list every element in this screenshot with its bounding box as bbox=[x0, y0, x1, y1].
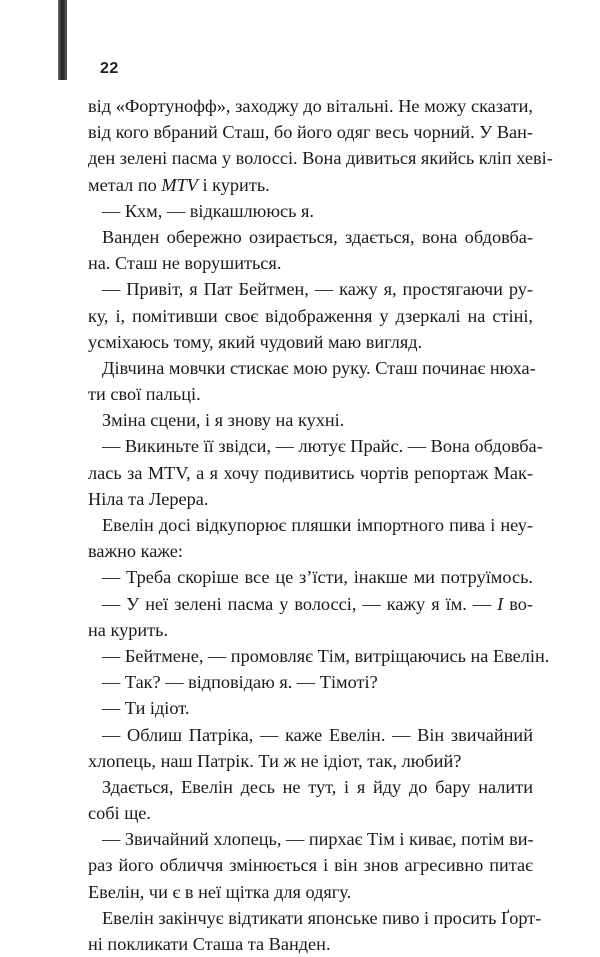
text-line: ні покликати Сташа та Ванден. bbox=[88, 934, 331, 954]
text-line: Ніла та Лерера. bbox=[88, 488, 209, 509]
text-line: — Бейтмене, — промовляє Тім, витріщаючись на Евелін. bbox=[102, 645, 550, 666]
page-number: 22 bbox=[100, 60, 119, 77]
text-line: — Привіт, я Пат Бейтмен, — кажу я, простягаючи ру- bbox=[102, 279, 533, 300]
body-text bbox=[88, 93, 553, 957]
text-line: хлопець, наш Патрік. Ти ж не ідіот, так, любий? bbox=[88, 750, 462, 771]
text-line: — Так? — відповідаю я. — Тімоті? bbox=[102, 672, 378, 693]
text-line: ку, і, помітивши своє відображення у дзеркалі на стіні, bbox=[88, 305, 533, 326]
text-line: від кого вбраний Сташ, бо його одяг весь чорний. У Ван- bbox=[88, 122, 533, 143]
text-line: ти свої пальці. bbox=[88, 384, 201, 405]
text-line: — Викиньте її звідси, — лютує Прайс. — Вона обдовба- bbox=[102, 436, 543, 457]
italic-text: MTV bbox=[161, 174, 198, 195]
book-spine-shadow bbox=[58, 0, 67, 80]
text-line: Ванден обережно озирається, здається, вона обдовба- bbox=[102, 226, 533, 247]
text-line: — Ти ідіот. bbox=[102, 698, 190, 719]
text-line: Зміна сцени, і я знову на кухні. bbox=[102, 410, 345, 431]
text-line-segment: і курить. bbox=[197, 174, 270, 195]
text-line: Евелін, чи є в неї щітка для одягу. bbox=[88, 881, 352, 902]
text-line: ден зелені пасма у волоссі. Вона дивиться якийсь кліп хеві- bbox=[88, 148, 553, 169]
text-line-segment: метал по bbox=[88, 174, 162, 195]
text-line: Евелін закінчує відтикати японське пиво і просить Ґорт- bbox=[102, 907, 542, 928]
text-line: — Звичайний хлопець, — пирхає Тім і киває, потім ви- bbox=[102, 829, 534, 850]
text-line: важно каже: bbox=[88, 541, 183, 562]
text-line-segment: во- bbox=[503, 593, 533, 614]
text-line: — Кхм, — відкашлююсь я. bbox=[102, 200, 314, 221]
text-line-segment: — У неї зелені пасма у волоссі, — кажу я їм. — bbox=[102, 593, 498, 614]
text-line bbox=[88, 172, 533, 198]
text-line: Здається, Евелін десь не тут, і я йду до бару налити bbox=[102, 776, 533, 797]
text-line: лась за MTV, а я хочу подивитись чортів репортаж Мак- bbox=[88, 462, 533, 483]
text-line bbox=[88, 591, 533, 617]
text-line: Дівчина мовчки стискає мою руку. Сташ починає нюха- bbox=[102, 357, 536, 378]
text-line: — Треба скоріше все це з’їсти, інакше ми потруїмось. bbox=[102, 567, 533, 588]
text-line: усміхаюсь тому, який чудовий маю вигляд. bbox=[88, 331, 423, 352]
text-line: Евелін досі відкупорює пляшки імпортного пива і неу- bbox=[102, 515, 533, 535]
text-line: раз його обличчя змінюється і він знов агресивно питає bbox=[88, 855, 533, 876]
text-line: від «Фортунофф», заходжу до вітальні. Не можу сказати, bbox=[88, 96, 533, 116]
text-line: на курить. bbox=[88, 619, 169, 640]
text-line: собі ще. bbox=[88, 803, 151, 824]
text-line: на. Сташ не ворушиться. bbox=[88, 253, 282, 274]
italic-text: І bbox=[497, 593, 504, 614]
text-line: — Облиш Патріка, — каже Евелін. — Він звичайний bbox=[102, 724, 533, 745]
